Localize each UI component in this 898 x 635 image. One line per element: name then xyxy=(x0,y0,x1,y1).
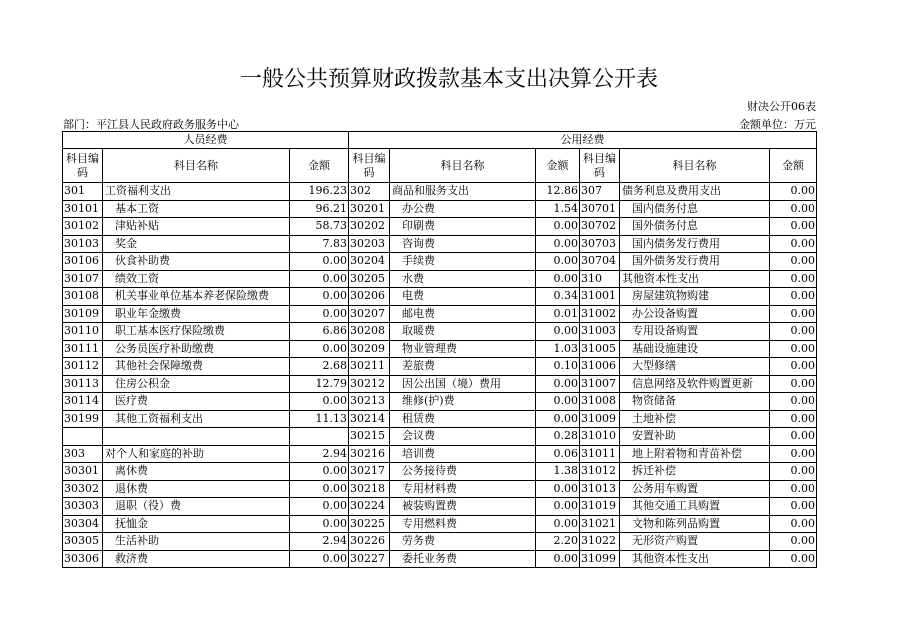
subject-name-cell: 办公设备购置 xyxy=(620,305,770,323)
subject-code-cell xyxy=(63,428,103,446)
subject-name-cell: 国内债务发行费用 xyxy=(620,235,770,253)
subject-code-cell: 31013 xyxy=(580,480,620,498)
amount-cell: 0.00 xyxy=(770,288,817,306)
amount-cell: 96.21 xyxy=(290,200,349,218)
code-header: 科目编码 xyxy=(349,149,390,183)
amount-cell: 0.00 xyxy=(290,340,349,358)
subject-code-cell: 30701 xyxy=(580,200,620,218)
amount-cell: 11.13 xyxy=(290,410,349,428)
subject-name-cell: 大型修缮 xyxy=(620,358,770,376)
amount-cell: 0.00 xyxy=(536,410,580,428)
amount-cell: 58.73 xyxy=(290,218,349,236)
table-number: 财决公开06表 xyxy=(747,100,816,113)
subject-code-cell: 31010 xyxy=(580,428,620,446)
amount-cell: 0.06 xyxy=(536,445,580,463)
subject-code-cell: 30203 xyxy=(349,235,390,253)
subject-name-cell: 生活补助 xyxy=(103,533,290,551)
subject-code-cell: 30225 xyxy=(349,515,390,533)
subject-code-cell: 30103 xyxy=(63,235,103,253)
amount-cell: 0.00 xyxy=(290,498,349,516)
subject-code-cell: 301 xyxy=(63,183,103,201)
subject-code-cell: 30306 xyxy=(63,550,103,568)
subject-name-cell: 培训费 xyxy=(390,445,536,463)
amount-cell: 0.00 xyxy=(770,235,817,253)
code-header: 科目编码 xyxy=(580,149,620,183)
subject-name-cell: 基础设施建设 xyxy=(620,340,770,358)
amount-cell: 7.83 xyxy=(290,235,349,253)
subject-name-cell: 文物和陈列品购置 xyxy=(620,515,770,533)
amount-cell: 0.00 xyxy=(290,550,349,568)
amount-cell: 0.00 xyxy=(536,323,580,341)
amount-cell: 0.00 xyxy=(770,358,817,376)
amount-cell: 2.94 xyxy=(290,533,349,551)
subject-name-cell: 租赁费 xyxy=(390,410,536,428)
subject-name-cell: 救济费 xyxy=(103,550,290,568)
subject-name-cell: 公务接待费 xyxy=(390,463,536,481)
subject-code-cell: 30205 xyxy=(349,270,390,288)
subject-code-cell: 30301 xyxy=(63,463,103,481)
amount-cell xyxy=(290,428,349,446)
table-row xyxy=(63,550,817,568)
subject-name-cell: 其他交通工具购置 xyxy=(620,498,770,516)
subject-code-cell: 30304 xyxy=(63,515,103,533)
amount-cell: 1.03 xyxy=(536,340,580,358)
subject-name-cell: 安置补助 xyxy=(620,428,770,446)
code-header: 科目编码 xyxy=(63,149,103,183)
subject-name-cell: 机关事业单位基本养老保险缴费 xyxy=(103,288,290,306)
amount-cell: 0.00 xyxy=(290,305,349,323)
amount-cell: 1.38 xyxy=(536,463,580,481)
subject-name-cell: 专用设备购置 xyxy=(620,323,770,341)
amount-cell: 2.94 xyxy=(290,445,349,463)
subject-name-cell: 印刷费 xyxy=(390,218,536,236)
subject-code-cell: 30227 xyxy=(349,550,390,568)
subject-name-cell: 医疗费 xyxy=(103,393,290,411)
subject-code-cell: 30214 xyxy=(349,410,390,428)
subject-code-cell: 30302 xyxy=(63,480,103,498)
subject-code-cell: 30218 xyxy=(349,480,390,498)
subject-name-cell: 离休费 xyxy=(103,463,290,481)
subject-code-cell: 30109 xyxy=(63,305,103,323)
amount-cell: 0.00 xyxy=(536,498,580,516)
subject-name-cell: 房屋建筑物购建 xyxy=(620,288,770,306)
subject-code-cell: 30212 xyxy=(349,375,390,393)
subject-name-cell: 邮电费 xyxy=(390,305,536,323)
subject-name-cell: 电费 xyxy=(390,288,536,306)
amount-cell: 0.00 xyxy=(290,393,349,411)
subject-code-cell: 30303 xyxy=(63,498,103,516)
subject-name-cell: 无形资产购置 xyxy=(620,533,770,551)
table-row xyxy=(63,375,817,393)
amount-cell: 0.00 xyxy=(770,253,817,271)
table-row xyxy=(63,340,817,358)
subject-name-cell: 取暖费 xyxy=(390,323,536,341)
amount-cell: 0.00 xyxy=(770,218,817,236)
table-row xyxy=(63,463,817,481)
subject-code-cell: 30208 xyxy=(349,323,390,341)
subject-name-cell: 退职（役）费 xyxy=(103,498,290,516)
amount-cell: 0.00 xyxy=(536,515,580,533)
subject-code-cell: 30202 xyxy=(349,218,390,236)
subject-code-cell: 30110 xyxy=(63,323,103,341)
table-row xyxy=(63,323,817,341)
table-row xyxy=(63,480,817,498)
subject-name-cell: 手续费 xyxy=(390,253,536,271)
subject-code-cell: 31008 xyxy=(580,393,620,411)
subject-name-cell: 信息网络及软件购置更新 xyxy=(620,375,770,393)
amount-cell: 0.00 xyxy=(770,550,817,568)
table-row xyxy=(63,253,817,271)
subject-code-cell: 31009 xyxy=(580,410,620,428)
subject-code-cell: 30215 xyxy=(349,428,390,446)
subject-code-cell: 30213 xyxy=(349,393,390,411)
subject-code-cell: 31021 xyxy=(580,515,620,533)
amount-cell: 0.00 xyxy=(770,340,817,358)
table-row xyxy=(63,235,817,253)
subject-code-cell: 30201 xyxy=(349,200,390,218)
subject-name-cell: 商品和服务支出 xyxy=(390,183,536,201)
subject-code-cell: 31002 xyxy=(580,305,620,323)
subject-code-cell: 30113 xyxy=(63,375,103,393)
subject-name-cell: 被装购置费 xyxy=(390,498,536,516)
subject-name-cell: 抚恤金 xyxy=(103,515,290,533)
subject-code-cell: 31006 xyxy=(580,358,620,376)
subject-code-cell: 30106 xyxy=(63,253,103,271)
amount-cell: 6.86 xyxy=(290,323,349,341)
subject-code-cell: 30107 xyxy=(63,270,103,288)
subject-name-cell: 劳务费 xyxy=(390,533,536,551)
amount-cell: 0.00 xyxy=(770,305,817,323)
amount-cell: 0.28 xyxy=(536,428,580,446)
table-row xyxy=(63,358,817,376)
table-row xyxy=(63,410,817,428)
amount-cell: 0.00 xyxy=(536,550,580,568)
amount-cell: 0.00 xyxy=(536,218,580,236)
amount-unit-label: 金额单位：万元 xyxy=(739,118,816,131)
amount-cell: 0.00 xyxy=(770,428,817,446)
subject-name-cell: 拆迁补偿 xyxy=(620,463,770,481)
subject-code-cell: 30102 xyxy=(63,218,103,236)
subject-code-cell: 307 xyxy=(580,183,620,201)
subject-code-cell: 30702 xyxy=(580,218,620,236)
amount-cell: 0.00 xyxy=(770,445,817,463)
subject-code-cell: 30224 xyxy=(349,498,390,516)
amount-cell: 12.79 xyxy=(290,375,349,393)
subject-name-cell: 退休费 xyxy=(103,480,290,498)
subject-code-cell: 30108 xyxy=(63,288,103,306)
amount-cell: 0.00 xyxy=(290,253,349,271)
amount-cell: 0.00 xyxy=(290,515,349,533)
amount-cell: 0.00 xyxy=(536,235,580,253)
amount-cell: 0.34 xyxy=(536,288,580,306)
subject-code-cell: 31005 xyxy=(580,340,620,358)
name-header: 科目名称 xyxy=(390,149,536,183)
table-row xyxy=(63,288,817,306)
subject-name-cell: 会议费 xyxy=(390,428,536,446)
amount-cell: 0.00 xyxy=(536,393,580,411)
public-group-header: 公用经费 xyxy=(349,132,817,149)
subject-code-cell: 30206 xyxy=(349,288,390,306)
department-label: 部门：平江县人民政府政务服务中心 xyxy=(63,118,239,131)
subject-name-cell: 工资福利支出 xyxy=(103,183,290,201)
amount-cell: 0.00 xyxy=(536,375,580,393)
subject-name-cell: 因公出国（境）费用 xyxy=(390,375,536,393)
table-row xyxy=(63,305,817,323)
subject-code-cell: 30703 xyxy=(580,235,620,253)
page-title: 一般公共预算财政拨款基本支出决算公开表 xyxy=(239,67,658,92)
subject-name-cell: 其他资本性支出 xyxy=(620,550,770,568)
subject-name-cell: 委托业务费 xyxy=(390,550,536,568)
subject-code-cell: 303 xyxy=(63,445,103,463)
subject-name-cell: 物业管理费 xyxy=(390,340,536,358)
subject-name-cell: 其他工资福利支出 xyxy=(103,410,290,428)
subject-name-cell: 专用燃料费 xyxy=(390,515,536,533)
subject-name-cell: 对个人和家庭的补助 xyxy=(103,445,290,463)
amount-cell: 0.00 xyxy=(536,480,580,498)
subject-name-cell: 国内债务付息 xyxy=(620,200,770,218)
subject-name-cell: 其他资本性支出 xyxy=(620,270,770,288)
subject-name-cell: 国外债务发行费用 xyxy=(620,253,770,271)
amount-cell: 0.00 xyxy=(770,533,817,551)
subject-name-cell: 国外债务付息 xyxy=(620,218,770,236)
amount-header: 金额 xyxy=(536,149,580,183)
table-row xyxy=(63,218,817,236)
subject-code-cell: 31099 xyxy=(580,550,620,568)
subject-code-cell: 30199 xyxy=(63,410,103,428)
subject-name-cell: 绩效工资 xyxy=(103,270,290,288)
amount-cell: 0.00 xyxy=(770,515,817,533)
table-row xyxy=(63,270,817,288)
subject-name-cell: 办公费 xyxy=(390,200,536,218)
table-row xyxy=(63,200,817,218)
subject-name-cell: 公务员医疗补助缴费 xyxy=(103,340,290,358)
subject-code-cell: 31012 xyxy=(580,463,620,481)
amount-header: 金额 xyxy=(770,149,817,183)
subject-code-cell: 30211 xyxy=(349,358,390,376)
subject-name-cell: 专用材料费 xyxy=(390,480,536,498)
amount-cell: 0.00 xyxy=(770,200,817,218)
amount-cell: 0.00 xyxy=(770,323,817,341)
amount-cell: 0.00 xyxy=(770,410,817,428)
table-row xyxy=(63,183,817,201)
subject-name-cell: 水费 xyxy=(390,270,536,288)
amount-cell: 0.01 xyxy=(536,305,580,323)
amount-cell: 0.00 xyxy=(770,393,817,411)
subject-name-cell: 其他社会保障缴费 xyxy=(103,358,290,376)
amount-cell: 0.00 xyxy=(770,270,817,288)
subject-name-cell: 地上附着物和青苗补偿 xyxy=(620,445,770,463)
subject-name-cell xyxy=(103,428,290,446)
subject-code-cell: 31022 xyxy=(580,533,620,551)
amount-cell: 0.00 xyxy=(290,480,349,498)
table-row xyxy=(63,428,817,446)
subject-name-cell: 维修(护)费 xyxy=(390,393,536,411)
amount-cell: 0.00 xyxy=(770,498,817,516)
subject-code-cell: 31019 xyxy=(580,498,620,516)
name-header: 科目名称 xyxy=(620,149,770,183)
subject-name-cell: 基本工资 xyxy=(103,200,290,218)
subject-name-cell: 津贴补贴 xyxy=(103,218,290,236)
subject-code-cell: 30216 xyxy=(349,445,390,463)
amount-header: 金额 xyxy=(290,149,349,183)
subject-code-cell: 30207 xyxy=(349,305,390,323)
subject-code-cell: 30204 xyxy=(349,253,390,271)
amount-cell: 0.00 xyxy=(536,270,580,288)
subject-name-cell: 奖金 xyxy=(103,235,290,253)
subject-code-cell: 30209 xyxy=(349,340,390,358)
subject-code-cell: 30112 xyxy=(63,358,103,376)
subject-code-cell: 30101 xyxy=(63,200,103,218)
subject-name-cell: 职业年金缴费 xyxy=(103,305,290,323)
expenditure-table xyxy=(62,131,817,568)
subject-name-cell: 差旅费 xyxy=(390,358,536,376)
subject-code-cell: 30704 xyxy=(580,253,620,271)
subject-code-cell: 30226 xyxy=(349,533,390,551)
subject-code-cell: 310 xyxy=(580,270,620,288)
subject-code-cell: 31001 xyxy=(580,288,620,306)
subject-code-cell: 30305 xyxy=(63,533,103,551)
subject-name-cell: 伙食补助费 xyxy=(103,253,290,271)
subject-name-cell: 债务利息及费用支出 xyxy=(620,183,770,201)
table-row xyxy=(63,533,817,551)
subject-name-cell: 咨询费 xyxy=(390,235,536,253)
subject-code-cell: 31011 xyxy=(580,445,620,463)
amount-cell: 0.00 xyxy=(290,463,349,481)
amount-cell: 196.23 xyxy=(290,183,349,201)
amount-cell: 12.86 xyxy=(536,183,580,201)
table-row xyxy=(63,515,817,533)
amount-cell: 2.20 xyxy=(536,533,580,551)
name-header: 科目名称 xyxy=(103,149,290,183)
amount-cell: 1.54 xyxy=(536,200,580,218)
amount-cell: 0.00 xyxy=(290,288,349,306)
subject-code-cell: 30111 xyxy=(63,340,103,358)
amount-cell: 0.00 xyxy=(770,480,817,498)
subject-name-cell: 公务用车购置 xyxy=(620,480,770,498)
subject-code-cell: 302 xyxy=(349,183,390,201)
subject-name-cell: 职工基本医疗保险缴费 xyxy=(103,323,290,341)
table-row xyxy=(63,445,817,463)
subject-code-cell: 30114 xyxy=(63,393,103,411)
subject-name-cell: 土地补偿 xyxy=(620,410,770,428)
subject-code-cell: 31003 xyxy=(580,323,620,341)
subject-code-cell: 31007 xyxy=(580,375,620,393)
table-row xyxy=(63,393,817,411)
amount-cell: 0.00 xyxy=(770,463,817,481)
amount-cell: 0.00 xyxy=(290,270,349,288)
table-row xyxy=(63,498,817,516)
subject-name-cell: 物资储备 xyxy=(620,393,770,411)
subject-code-cell: 30217 xyxy=(349,463,390,481)
amount-cell: 2.68 xyxy=(290,358,349,376)
amount-cell: 0.00 xyxy=(770,375,817,393)
amount-cell: 0.00 xyxy=(770,183,817,201)
amount-cell: 0.10 xyxy=(536,358,580,376)
amount-cell: 0.00 xyxy=(536,253,580,271)
personnel-group-header: 人员经费 xyxy=(63,132,349,149)
subject-name-cell: 住房公积金 xyxy=(103,375,290,393)
